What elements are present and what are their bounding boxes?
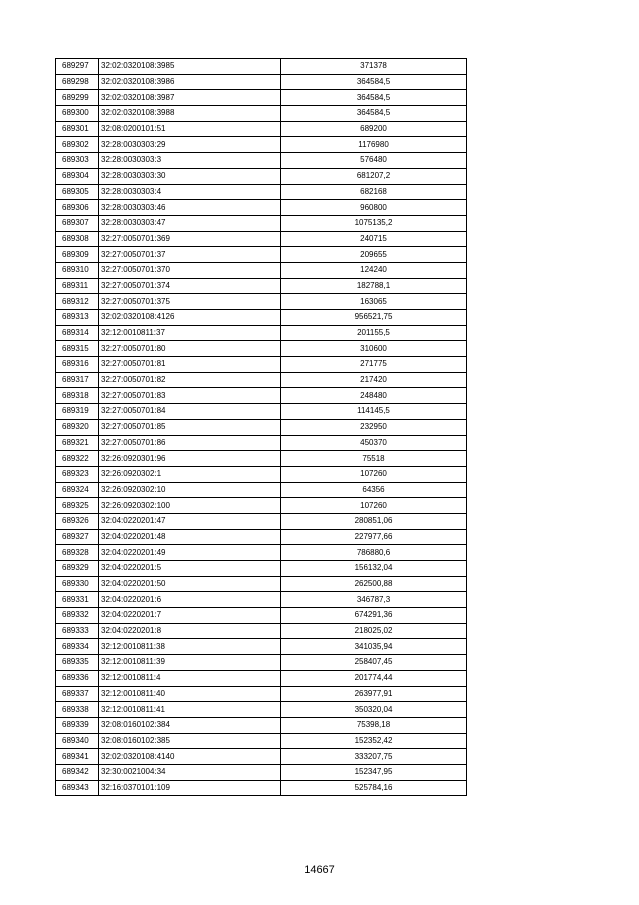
- row-id-cell: 689326: [56, 513, 99, 529]
- row-id-cell: 689304: [56, 168, 99, 184]
- cadastral-number-cell: 32:04:0220201:8: [99, 623, 281, 639]
- table-row: [56, 59, 467, 75]
- cadastral-number-cell: 32:02:0320108:3987: [99, 90, 281, 106]
- table-row: [56, 655, 467, 671]
- table-row: [56, 482, 467, 498]
- table-row: [56, 294, 467, 310]
- row-id-cell: 689314: [56, 325, 99, 341]
- cadastral-number-cell: 32:27:0050701:369: [99, 231, 281, 247]
- cadastral-number-cell: 32:02:0320108:4126: [99, 310, 281, 326]
- value-cell: 152347,95: [281, 764, 467, 780]
- table-row: [56, 435, 467, 451]
- table-row: [56, 513, 467, 529]
- cadastral-number-cell: 32:04:0220201:47: [99, 513, 281, 529]
- value-cell: 333207,75: [281, 749, 467, 765]
- cadastral-number-cell: 32:28:0030303:29: [99, 137, 281, 153]
- table-row: [56, 137, 467, 153]
- cadastral-number-cell: 32:28:0030303:46: [99, 200, 281, 216]
- table-row: [56, 545, 467, 561]
- row-id-cell: 689298: [56, 74, 99, 90]
- value-cell: 156132,04: [281, 561, 467, 577]
- table-row: [56, 702, 467, 718]
- cadastral-number-cell: 32:26:0920302:1: [99, 466, 281, 482]
- cadastral-number-cell: 32:28:0030303:47: [99, 215, 281, 231]
- table-row: [56, 262, 467, 278]
- value-cell: 346787,3: [281, 592, 467, 608]
- table-row: [56, 529, 467, 545]
- value-cell: 248480: [281, 388, 467, 404]
- row-id-cell: 689311: [56, 278, 99, 294]
- table-row: [56, 372, 467, 388]
- value-cell: 576480: [281, 153, 467, 169]
- table-row: [56, 686, 467, 702]
- table-row: [56, 247, 467, 263]
- table-row: [56, 670, 467, 686]
- cadastral-number-cell: 32:04:0220201:6: [99, 592, 281, 608]
- table-row: [56, 592, 467, 608]
- cadastral-number-cell: 32:27:0050701:81: [99, 357, 281, 373]
- cadastral-number-cell: 32:27:0050701:83: [99, 388, 281, 404]
- table-row: [56, 717, 467, 733]
- cadastral-number-cell: 32:26:0920301:96: [99, 451, 281, 467]
- value-cell: 341035,94: [281, 639, 467, 655]
- value-cell: 232950: [281, 419, 467, 435]
- value-cell: 263977,91: [281, 686, 467, 702]
- cadastral-number-cell: 32:27:0050701:37: [99, 247, 281, 263]
- cadastral-number-cell: 32:04:0220201:50: [99, 576, 281, 592]
- cadastral-number-cell: 32:27:0050701:374: [99, 278, 281, 294]
- row-id-cell: 689323: [56, 466, 99, 482]
- cadastral-number-cell: 32:27:0050701:80: [99, 341, 281, 357]
- page-number: 14667: [304, 864, 335, 876]
- table-row: [56, 623, 467, 639]
- value-cell: 364584,5: [281, 74, 467, 90]
- value-cell: 956521,75: [281, 310, 467, 326]
- row-id-cell: 689299: [56, 90, 99, 106]
- table-row: [56, 451, 467, 467]
- row-id-cell: 689340: [56, 733, 99, 749]
- row-id-cell: 689322: [56, 451, 99, 467]
- cadastral-number-cell: 32:27:0050701:85: [99, 419, 281, 435]
- table-row: [56, 608, 467, 624]
- row-id-cell: 689329: [56, 561, 99, 577]
- value-cell: 786880,6: [281, 545, 467, 561]
- value-cell: 689200: [281, 121, 467, 137]
- table-row: [56, 749, 467, 765]
- value-cell: 227977,66: [281, 529, 467, 545]
- row-id-cell: 689312: [56, 294, 99, 310]
- value-cell: 152352,42: [281, 733, 467, 749]
- value-cell: 960800: [281, 200, 467, 216]
- value-cell: 310600: [281, 341, 467, 357]
- row-id-cell: 689317: [56, 372, 99, 388]
- table-row: [56, 498, 467, 514]
- value-cell: 107260: [281, 466, 467, 482]
- value-cell: 1176980: [281, 137, 467, 153]
- table-row: [56, 184, 467, 200]
- cadastral-number-cell: 32:27:0050701:84: [99, 404, 281, 420]
- row-id-cell: 689319: [56, 404, 99, 420]
- data-table: [55, 58, 467, 796]
- value-cell: 364584,5: [281, 106, 467, 122]
- row-id-cell: 689327: [56, 529, 99, 545]
- table-row: [56, 168, 467, 184]
- table-body: [56, 59, 467, 796]
- row-id-cell: 689332: [56, 608, 99, 624]
- value-cell: 124240: [281, 262, 467, 278]
- value-cell: 163065: [281, 294, 467, 310]
- table-row: [56, 561, 467, 577]
- table-row: [56, 388, 467, 404]
- cadastral-number-cell: 32:12:0010811:4: [99, 670, 281, 686]
- table-row: [56, 576, 467, 592]
- value-cell: 75518: [281, 451, 467, 467]
- table-row: [56, 780, 467, 796]
- value-cell: 114145,5: [281, 404, 467, 420]
- row-id-cell: 689300: [56, 106, 99, 122]
- row-id-cell: 689325: [56, 498, 99, 514]
- value-cell: 201774,44: [281, 670, 467, 686]
- cadastral-number-cell: 32:12:0010811:38: [99, 639, 281, 655]
- table-row: [56, 153, 467, 169]
- row-id-cell: 689307: [56, 215, 99, 231]
- row-id-cell: 689303: [56, 153, 99, 169]
- table-row: [56, 733, 467, 749]
- cadastral-number-cell: 32:26:0920302:10: [99, 482, 281, 498]
- table-row: [56, 200, 467, 216]
- cadastral-number-cell: 32:04:0220201:48: [99, 529, 281, 545]
- table-row: [56, 419, 467, 435]
- row-id-cell: 689338: [56, 702, 99, 718]
- row-id-cell: 689320: [56, 419, 99, 435]
- value-cell: 258407,45: [281, 655, 467, 671]
- cadastral-number-cell: 32:08:0200101:51: [99, 121, 281, 137]
- value-cell: 262500,88: [281, 576, 467, 592]
- row-id-cell: 689313: [56, 310, 99, 326]
- value-cell: 209655: [281, 247, 467, 263]
- cadastral-number-cell: 32:27:0050701:370: [99, 262, 281, 278]
- value-cell: 280851,06: [281, 513, 467, 529]
- row-id-cell: 689302: [56, 137, 99, 153]
- row-id-cell: 689310: [56, 262, 99, 278]
- cadastral-number-cell: 32:27:0050701:86: [99, 435, 281, 451]
- row-id-cell: 689334: [56, 639, 99, 655]
- cadastral-number-cell: 32:12:0010811:40: [99, 686, 281, 702]
- table-row: [56, 231, 467, 247]
- row-id-cell: 689337: [56, 686, 99, 702]
- table-row: [56, 278, 467, 294]
- cadastral-number-cell: 32:04:0220201:5: [99, 561, 281, 577]
- table-row: [56, 764, 467, 780]
- row-id-cell: 689328: [56, 545, 99, 561]
- value-cell: 682168: [281, 184, 467, 200]
- value-cell: 364584,5: [281, 90, 467, 106]
- row-id-cell: 689318: [56, 388, 99, 404]
- row-id-cell: 689324: [56, 482, 99, 498]
- cadastral-number-cell: 32:26:0920302:100: [99, 498, 281, 514]
- value-cell: 681207,2: [281, 168, 467, 184]
- row-id-cell: 689309: [56, 247, 99, 263]
- row-id-cell: 689333: [56, 623, 99, 639]
- cadastral-number-cell: 32:16:0370101:109: [99, 780, 281, 796]
- table-row: [56, 466, 467, 482]
- value-cell: 218025,02: [281, 623, 467, 639]
- cadastral-number-cell: 32:28:0030303:30: [99, 168, 281, 184]
- value-cell: 350320,04: [281, 702, 467, 718]
- value-cell: 182788,1: [281, 278, 467, 294]
- value-cell: 1075135,2: [281, 215, 467, 231]
- table-row: [56, 310, 467, 326]
- cadastral-number-cell: 32:02:0320108:3988: [99, 106, 281, 122]
- value-cell: 271775: [281, 357, 467, 373]
- table-row: [56, 404, 467, 420]
- cadastral-number-cell: 32:08:0160102:385: [99, 733, 281, 749]
- row-id-cell: 689308: [56, 231, 99, 247]
- row-id-cell: 689315: [56, 341, 99, 357]
- value-cell: 674291,36: [281, 608, 467, 624]
- value-cell: 75398,18: [281, 717, 467, 733]
- row-id-cell: 689305: [56, 184, 99, 200]
- row-id-cell: 689306: [56, 200, 99, 216]
- table-row: [56, 325, 467, 341]
- row-id-cell: 689336: [56, 670, 99, 686]
- cadastral-number-cell: 32:02:0320108:3986: [99, 74, 281, 90]
- value-cell: 525784,16: [281, 780, 467, 796]
- row-id-cell: 689342: [56, 764, 99, 780]
- table-row: [56, 106, 467, 122]
- row-id-cell: 689330: [56, 576, 99, 592]
- cadastral-number-cell: 32:30:0021004:34: [99, 764, 281, 780]
- value-cell: 64356: [281, 482, 467, 498]
- value-cell: 107260: [281, 498, 467, 514]
- value-cell: 201155,5: [281, 325, 467, 341]
- table-row: [56, 341, 467, 357]
- cadastral-number-cell: 32:02:0320108:4140: [99, 749, 281, 765]
- table-row: [56, 90, 467, 106]
- table-row: [56, 357, 467, 373]
- cadastral-number-cell: 32:27:0050701:375: [99, 294, 281, 310]
- row-id-cell: 689331: [56, 592, 99, 608]
- value-cell: 240715: [281, 231, 467, 247]
- row-id-cell: 689335: [56, 655, 99, 671]
- row-id-cell: 689316: [56, 357, 99, 373]
- row-id-cell: 689341: [56, 749, 99, 765]
- cadastral-number-cell: 32:04:0220201:7: [99, 608, 281, 624]
- cadastral-number-cell: 32:12:0010811:37: [99, 325, 281, 341]
- cadastral-number-cell: 32:12:0010811:41: [99, 702, 281, 718]
- value-cell: 371378: [281, 59, 467, 75]
- cadastral-number-cell: 32:04:0220201:49: [99, 545, 281, 561]
- table-row: [56, 74, 467, 90]
- table-row: [56, 121, 467, 137]
- table-row: [56, 215, 467, 231]
- row-id-cell: 689297: [56, 59, 99, 75]
- cadastral-number-cell: 32:02:0320108:3985: [99, 59, 281, 75]
- row-id-cell: 689343: [56, 780, 99, 796]
- value-cell: 450370: [281, 435, 467, 451]
- cadastral-number-cell: 32:28:0030303:4: [99, 184, 281, 200]
- row-id-cell: 689321: [56, 435, 99, 451]
- cadastral-number-cell: 32:28:0030303:3: [99, 153, 281, 169]
- cadastral-number-cell: 32:08:0160102:384: [99, 717, 281, 733]
- row-id-cell: 689339: [56, 717, 99, 733]
- value-cell: 217420: [281, 372, 467, 388]
- cadastral-number-cell: 32:27:0050701:82: [99, 372, 281, 388]
- table-row: [56, 639, 467, 655]
- cadastral-number-cell: 32:12:0010811:39: [99, 655, 281, 671]
- row-id-cell: 689301: [56, 121, 99, 137]
